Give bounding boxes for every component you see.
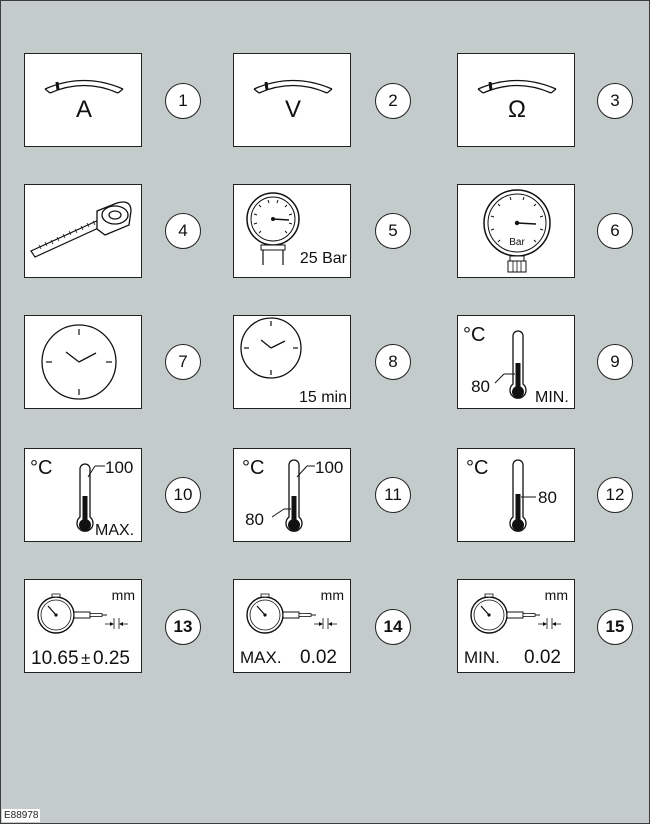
limit-label: MAX. (240, 648, 282, 667)
ammeter-symbol (24, 53, 142, 147)
callout-8: 8 (375, 344, 411, 380)
callout-5: 5 (375, 213, 411, 249)
callout-14: 14 (375, 609, 411, 645)
temperature-unit: °C (466, 457, 489, 479)
thermometer-range-symbol (233, 448, 351, 542)
temperature-value: 80 (538, 488, 557, 507)
temperature-value: 80 (471, 377, 490, 396)
limit-value: 0.02 (524, 647, 561, 668)
thermometer-min-symbol (457, 315, 575, 409)
meter-unit: Ω (508, 96, 526, 123)
voltmeter-symbol (233, 53, 351, 147)
callout-11: 11 (375, 477, 411, 513)
callout-2: 2 (375, 83, 411, 119)
timer-symbol (233, 315, 351, 409)
dial-indicator-tolerance-symbol (24, 579, 142, 673)
length-unit: mm (320, 587, 344, 603)
temperature-unit: °C (242, 457, 265, 479)
duration: 15 min (298, 389, 347, 406)
limit-label: MAX. (95, 522, 135, 539)
meter-unit: A (75, 96, 93, 123)
temperature-low: 80 (245, 510, 264, 529)
limit-label: MIN. (535, 389, 569, 406)
thermometer-target-symbol (457, 448, 575, 542)
reference-code: E88978 (4, 810, 39, 821)
temperature-unit: °C (30, 457, 53, 479)
callout-7: 7 (165, 344, 201, 380)
callout-3: 3 (597, 83, 633, 119)
callout-6: 6 (597, 213, 633, 249)
thermometer-max-symbol (24, 448, 142, 542)
meter-unit: V (284, 96, 302, 123)
pressure-value: 25 Bar (299, 250, 347, 267)
dial-indicator-max-symbol (233, 579, 351, 673)
temperature-value: 100 (105, 458, 134, 477)
pressure-gauge-symbol (233, 184, 351, 278)
gauge-unit: Bar (509, 237, 525, 248)
length-unit: mm (111, 587, 135, 603)
callout-1: 1 (165, 83, 201, 119)
limit-value: 0.02 (300, 647, 337, 668)
callout-12: 12 (597, 477, 633, 513)
callout-4: 4 (165, 213, 201, 249)
callout-13: 13 (165, 609, 201, 645)
clock-symbol (24, 315, 142, 409)
tolerance-sign: ± (81, 649, 91, 668)
temperature-unit: °C (463, 324, 486, 346)
limit-label: MIN. (464, 648, 500, 667)
nominal-value: 10.65 (31, 648, 79, 669)
length-unit: mm (544, 587, 568, 603)
pressure-gauge-bar-symbol (457, 184, 575, 278)
tape-measure-symbol (24, 184, 142, 278)
callout-9: 9 (597, 344, 633, 380)
temperature-high: 100 (315, 458, 344, 477)
tolerance-value: 0.25 (93, 648, 130, 669)
ohmmeter-symbol (457, 53, 575, 147)
callout-10: 10 (165, 477, 201, 513)
callout-15: 15 (597, 609, 633, 645)
dial-indicator-min-symbol (457, 579, 575, 673)
